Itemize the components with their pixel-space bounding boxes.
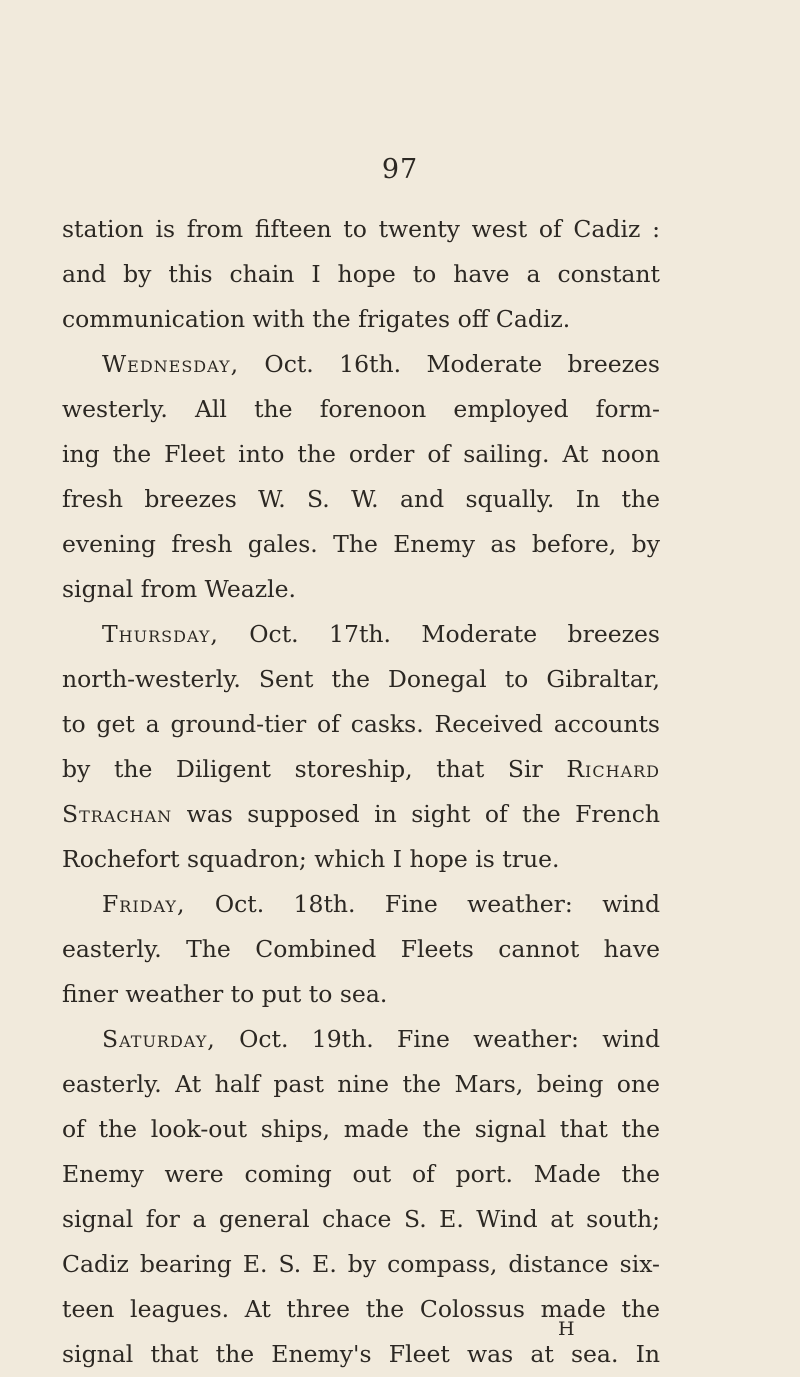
text-line: north-westerly. Sent the Donegal to Gibraltar,: [62, 665, 660, 693]
day-heading: Friday,: [102, 890, 186, 918]
text-line: Saturday, Oct. 19th. Fine weather: wind: [102, 1025, 660, 1053]
text-line: easterly. The Combined Fleets cannot have: [62, 935, 660, 963]
text-line: teen leagues. At three the Colossus made the: [62, 1295, 660, 1323]
body-text: [62, 207, 660, 1377]
day-heading: Saturday,: [102, 1025, 216, 1053]
text-line: Cadiz bearing E. S. E. by compass, distance six-: [62, 1250, 660, 1278]
text-line: evening fresh gales. The Enemy as before, by: [62, 530, 660, 558]
signature-mark: H: [558, 1318, 576, 1340]
name-smallcaps: Richard: [566, 755, 660, 783]
text-line: signal for a general chace S. E. Wind at south;: [62, 1205, 660, 1233]
text-line: communication with the frigates off Cadiz.: [62, 305, 571, 333]
text-line: by the Diligent storeship, that Sir Richard: [62, 755, 660, 783]
text-line: finer weather to put to sea.: [62, 980, 388, 1008]
text-line: and by this chain I hope to have a constant: [62, 260, 660, 288]
text-line: westerly. All the forenoon employed form-: [62, 395, 660, 423]
name-smallcaps: Strachan: [62, 800, 173, 828]
text-line: to get a ground-tier of casks. Received accounts: [62, 710, 660, 738]
page-number: 97: [381, 154, 419, 185]
text-line: of the look-out ships, made the signal that the: [62, 1115, 660, 1143]
text-line: ing the Fleet into the order of sailing. At noon: [62, 440, 660, 468]
text-line: signal from Weazle.: [62, 575, 297, 603]
text-line: Friday, Oct. 18th. Fine weather: wind: [102, 890, 660, 918]
text-line: signal that the Enemy's Fleet was at sea. In: [62, 1340, 660, 1368]
text-line: station is from fifteen to twenty west of Cadiz :: [62, 215, 660, 243]
day-heading: Thursday,: [102, 620, 219, 648]
text-line: fresh breezes W. S. W. and squally. In the: [62, 485, 660, 513]
text-line: Wednesday, Oct. 16th. Moderate breezes: [102, 350, 660, 378]
text-line: easterly. At half past nine the Mars, being one: [62, 1070, 660, 1098]
text-line: Strachan was supposed in sight of the French: [62, 800, 660, 828]
text-line: Rochefort squadron; which I hope is true.: [62, 845, 560, 873]
day-heading: Wednesday,: [102, 350, 240, 378]
text-line: Thursday, Oct. 17th. Moderate breezes: [102, 620, 660, 648]
text-line: Enemy were coming out of port. Made the: [62, 1160, 660, 1188]
